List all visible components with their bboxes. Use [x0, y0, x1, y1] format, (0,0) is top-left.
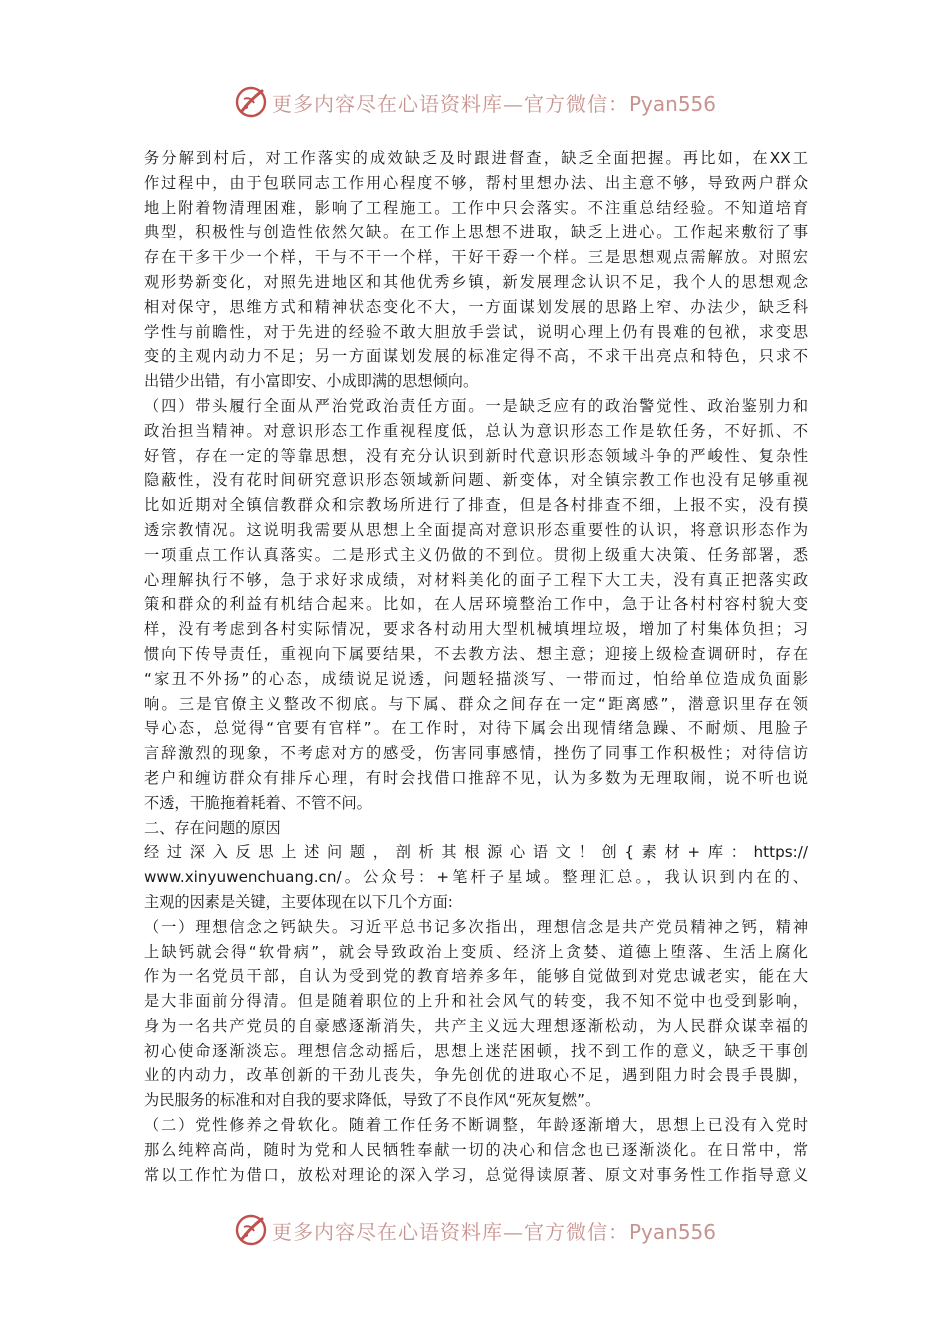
footer-watermark [0, 1210, 950, 1250]
text-line: 老户和缠访群众有排斥心理，有时会找借口推辞不见，认为多数为无理取闹，说不听也说 [144, 768, 808, 787]
text-line: 二、存在问题的原因 [144, 818, 281, 837]
text-line: 隐蔽性，没有花时间研究意识形态领域新问题、新变体，对全镇宗教工作也没有足够重视 [144, 471, 808, 490]
text-line: 经过深入反思上述问题，剖析其根源心语文！创{素材+库：https:// [144, 843, 808, 862]
watermark-text: 更多内容尽在心语资料库—官方微信：Pyan556 [271, 1219, 716, 1244]
text-line: 典型，积极性与创造性依然欠缺。在工作上思想不进取，缺乏上进心。工作起来敷衍了事 [144, 223, 808, 242]
text-line: 主观的因素是关键，主要体现在以下几个方面: [144, 892, 453, 911]
watermark-text: 更多内容尽在心语资料库—官方微信：Pyan556 [271, 91, 716, 116]
text-line: 业的内动力，改革创新的干劲儿丧失，争先创优的进取心不足，遇到阻力时会畏手畏脚， [144, 1066, 808, 1085]
text-line: 作为一名党员干部，自认为受到党的教育培养多年，能够自觉做到对党忠诚老实，能在大 [144, 967, 808, 986]
text-line: 初心使命逐渐淡忘。理想信念动摇后，思想上迷茫困顿，找不到工作的意义，缺乏干事创 [144, 1041, 808, 1060]
text-line: 惯向下传导责任，重视向下属要结果，不去教方法、想主意；迎接上级检查调研时，存在 [144, 644, 808, 663]
text-line: 学性与前瞻性，对于先进的经验不敢大胆放手尝试，说明心理上仍有畏难的包袱，求变思 [144, 322, 808, 341]
wechat-id: Pyan556 [628, 1219, 716, 1244]
text-line: 好管，存在一定的等靠思想，没有充分认识到新时代意识形态领域斗争的严峻性、复杂性 [144, 446, 808, 465]
text-line: www.xinyuwenchuang.cn/。公众号：+笔杆子星域。整理汇总。，我认识到内在的、 [144, 868, 808, 887]
text-line: 心理解执行不够，急于求好求成绩，对材料美化的面子工程下大工夫，没有真正把落实政 [144, 570, 808, 589]
text-line: 上缺钙就会得“软骨病”，就会导致政治上变质、经济上贪婪、道德上堕落、生活上腐化 [144, 942, 808, 961]
text-line: “家丑不外扬”的心态，成绩说足说透，问题轻描淡写、一带而过，怕给单位造成负面影 [144, 669, 808, 688]
wechat-id: Pyan556 [628, 91, 716, 116]
text-line: 作过程中，由于包联同志工作用心程度不够，帮村里想办法、出主意不够，导致两户群众 [144, 173, 808, 192]
text-line: 观形势新变化，对照先进地区和其他优秀乡镇，新发展理念认识不足，我个人的思想观念 [144, 272, 808, 291]
text-line: 政治担当精神。对意识形态工作重视程度低，总认为意识形态工作是软任务，不好抓、不 [144, 421, 808, 440]
text-line: （一）理想信念之钙缺失。习近平总书记多次指出，理想信念是共产党员精神之钙，精神 [144, 917, 808, 936]
text-line: 地上附着物清理困难，影响了工程施工。工作中只会落实。不注重总结经验。不知道培育 [144, 198, 808, 217]
text-line: 响。三是官僚主义整改不彻底。与下属、群众之间存在一定“距离感”，潜意识里存在领 [144, 694, 808, 713]
text-line: 透宗教情况。这说明我需要从思想上全面提高对意识形态重要性的认识，将意识形态作为 [144, 520, 808, 539]
text-line: 为民服务的标准和对自我的要求降低，导致了不良作风“死灰复燃”。 [144, 1091, 601, 1110]
text-line: 是大非面前分得清。但是随着职位的上升和社会风气的转变，我不知不觉中也受到影响， [144, 992, 808, 1011]
text-line: 身为一名共产党员的自豪感逐渐消失，共产主义远大理想逐渐松动，为人民群众谋幸福的 [144, 1016, 808, 1035]
text-line: （四）带头履行全面从严治党政治责任方面。一是缺乏应有的政治警觉性、政治鉴别力和 [144, 396, 808, 415]
text-line: 存在干多干少一个样，干与不干一个样，干好干孬一个样。三是思想观点需解放。对照宏 [144, 248, 808, 267]
header-watermark [0, 82, 950, 122]
brush-logo-icon [234, 85, 268, 119]
text-line: 那么纯粹高尚，随时为党和人民牺牲奉献一切的决心和信念也已逐渐淡化。在日常中，常 [144, 1140, 808, 1159]
text-line: 相对保守，思维方式和精神状态变化不大，一方面谋划发展的思路上窄、办法少，缺乏科 [144, 297, 808, 316]
text-line: 不透，干脆拖着耗着、不管不问。 [144, 793, 372, 812]
text-line: 变的主观内动力不足；另一方面谋划发展的标准定得不高，不求干出亮点和特色，只求不 [144, 347, 808, 366]
text-line: （二）党性修养之骨软化。随着工作任务不断调整，年龄逐渐增大，思想上已没有入党时 [144, 1116, 808, 1135]
document-body [144, 146, 808, 1187]
text-line: 样，没有考虑到各村实际情况，要求各村动用大型机械填埋垃圾，增加了村集体负担；习 [144, 620, 808, 639]
text-line: 常以工作忙为借口，放松对理论的深入学习，总觉得读原著、原文对事务性工作指导意义 [144, 1165, 808, 1184]
text-line: 出错少出错，有小富即安、小成即满的思想倾向。 [144, 372, 479, 391]
brush-logo-icon [234, 1213, 268, 1247]
text-line: 导心态，总觉得“官要有官样”。在工作时，对待下属会出现情绪急躁、不耐烦、甩脸子 [144, 719, 808, 738]
text-line: 策和群众的利益有机结合起来。比如，在人居环境整治工作中，急于让各村村容村貌大变 [144, 595, 808, 614]
text-line: 言辞激烈的现象，不考虑对方的感受，伤害同事感情，挫伤了同事工作积极性；对待信访 [144, 744, 808, 763]
text-line: 比如近期对全镇信教群众和宗教场所进行了排查，但是各村排查不细，上报不实，没有摸 [144, 496, 808, 515]
text-line: 一项重点工作认真落实。二是形式主义仍做的不到位。贯彻上级重大决策、任务部署，悉 [144, 545, 808, 564]
text-line: 务分解到村后，对工作落实的成效缺乏及时跟进督查，缺乏全面把握。再比如，在XX工 [144, 149, 808, 167]
